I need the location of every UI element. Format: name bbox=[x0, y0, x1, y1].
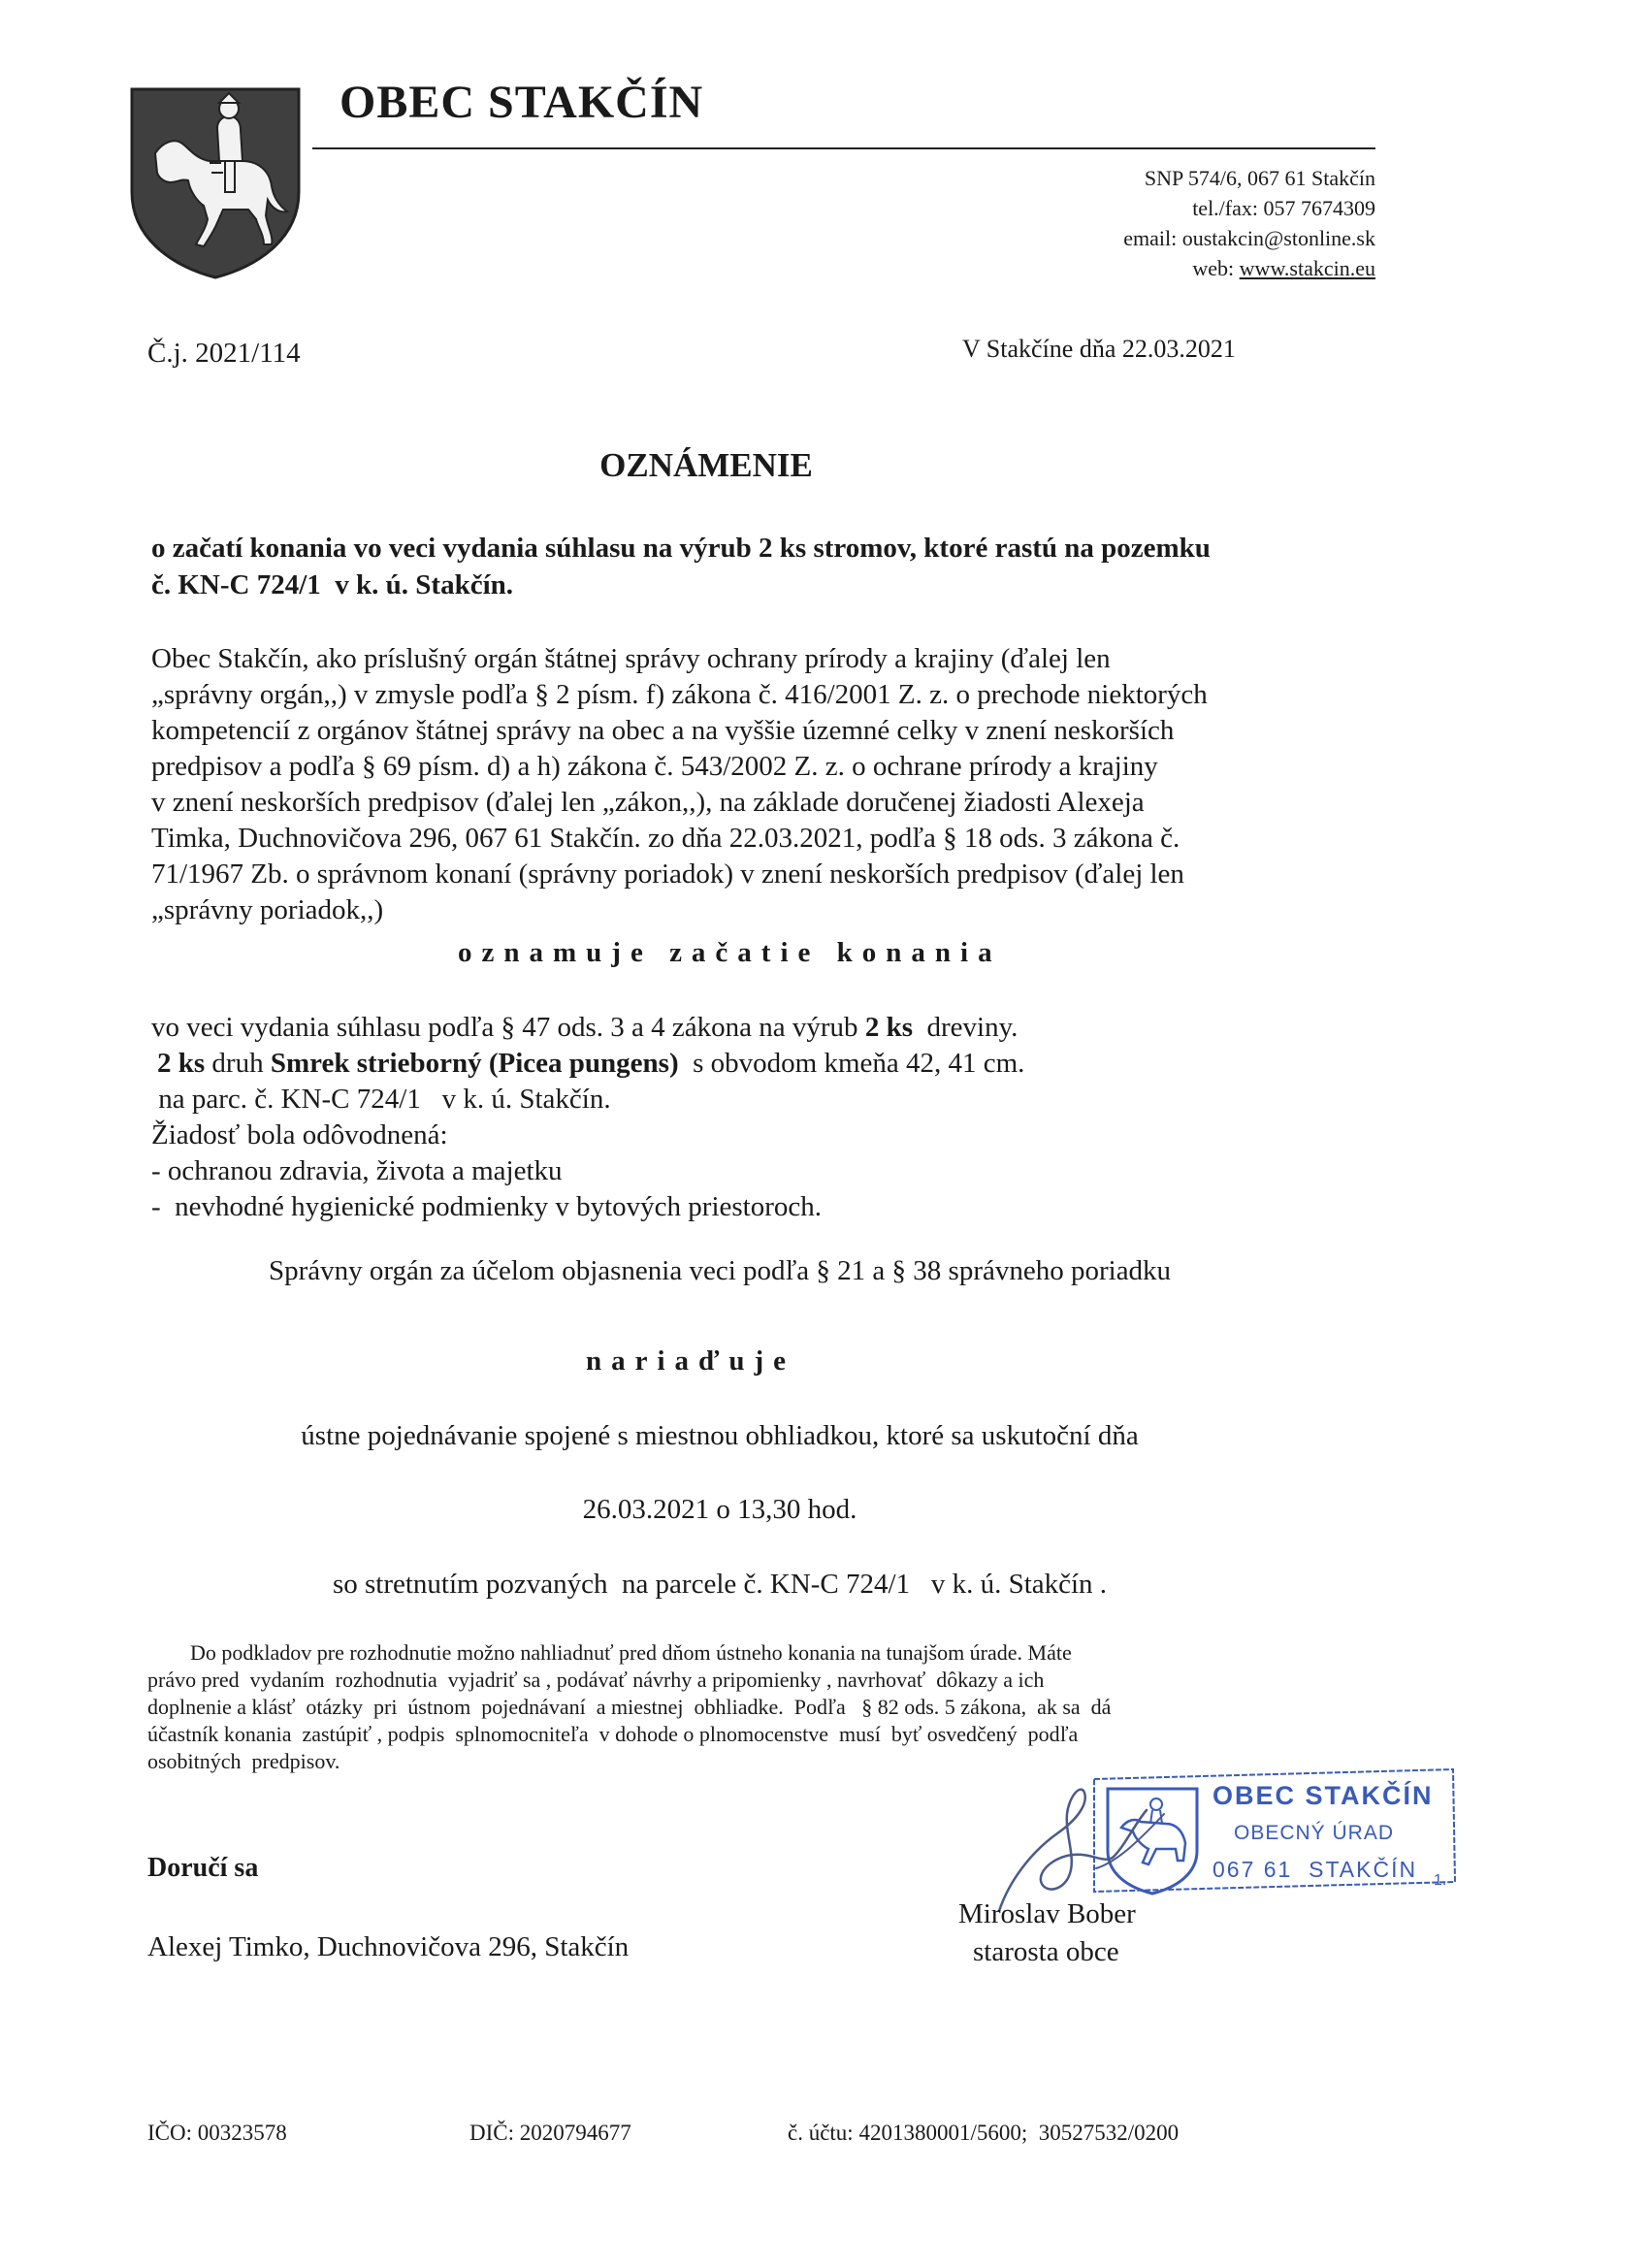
note-line: účastník konania zastúpiť , podpis splnomocniteľa v dohode o plnomocenstve musí byť osvedčený podľa bbox=[147, 1722, 1079, 1746]
orders-statement: nariaďuje bbox=[586, 1345, 795, 1377]
recipient: Alexej Timko, Duchnovičova 296, Stakčín bbox=[147, 1931, 630, 1962]
subject-line-2: č. KN-C 724/1 v k. ú. Stakčín. bbox=[151, 569, 514, 600]
purpose-line: Správny orgán za účelom objasnenia veci podľa § 21 a § 38 správneho poriadku bbox=[268, 1255, 1172, 1286]
announce-statement: oznamuje začatie konania bbox=[458, 937, 1002, 968]
intro-paragraph bbox=[151, 641, 1412, 928]
signatory-name: Miroslav Bober bbox=[958, 1898, 1136, 1929]
hearing-date: 26.03.2021 o 13,30 hod. bbox=[582, 1494, 857, 1525]
stamp-line-2: OBECNÝ ÚRAD bbox=[1234, 1822, 1395, 1844]
footer-ico: IČO: 00323578 bbox=[147, 2121, 287, 2145]
meeting-line: so stretnutím pozvaných na parcele č. KN-C 724/1 v k. ú. Stakčín . bbox=[332, 1569, 1108, 1600]
intro-line: 71/1967 Zb. o správnom konaní (správny poriadok) v znení neskorších predpisov (ďalej len bbox=[151, 859, 1184, 890]
web-line bbox=[1123, 253, 1375, 283]
web-link[interactable]: www.stakcin.eu bbox=[1239, 256, 1375, 280]
detail-text: s obvodom kmeňa 42, 41 cm. bbox=[678, 1048, 1025, 1079]
procedure-note bbox=[147, 1639, 1393, 1775]
intro-line: „správny poriadok,,) bbox=[151, 894, 384, 925]
coat-of-arms-icon bbox=[128, 85, 303, 279]
detail-line-2 bbox=[151, 1046, 1024, 1082]
intro-line: „správny orgán,,) v zmysle podľa § 2 písm. f) zákona č. 416/2001 Z. z. o prechode niektorých bbox=[151, 679, 1208, 710]
municipality-title: OBEC STAKČÍN bbox=[340, 77, 704, 128]
reference-number: Č.j. 2021/114 bbox=[147, 338, 301, 369]
stamp-line-1: OBEC STAKČÍN bbox=[1212, 1781, 1434, 1810]
footer-dic: DIČ: 2020794677 bbox=[469, 2121, 631, 2145]
detail-text: vo veci vydania súhlasu podľa § 47 ods. 3 a 4 zákona na výrub bbox=[151, 1012, 865, 1043]
header-rule bbox=[312, 147, 1375, 149]
intro-line: kompetencií z orgánov štátnej správy na obec a na vyššie územné celky v znení neskorších bbox=[151, 715, 1175, 746]
web-label: web: bbox=[1192, 256, 1240, 280]
stamp-number: 1. bbox=[1434, 1872, 1447, 1889]
tree-species: Smrek strieborný (Picea pungens) bbox=[270, 1048, 679, 1079]
note-line: právo pred vydaním rozhodnutia vyjadriť sa , podávať návrhy a pripomienky , navrhovať dôkazy a ich bbox=[147, 1668, 1045, 1692]
email: email: oustakcin@stonline.sk bbox=[1123, 226, 1375, 250]
subject bbox=[151, 530, 1393, 603]
intro-line: v znení neskorších predpisov (ďalej len „zákon,,), na základe doručenej žiadosti Alexeja bbox=[151, 787, 1145, 818]
intro-line: Obec Stakčín, ako príslušný orgán štátnej správy ochrany prírody a krajiny (ďalej len bbox=[151, 643, 1111, 674]
detail-line-6: - nevhodné hygienické podmienky v bytových priestoroch. bbox=[151, 1191, 823, 1222]
intro-line: Timka, Duchnovičova 296, 067 61 Stakčín. zo dňa 22.03.2021, podľa § 18 ods. 3 zákona č. bbox=[151, 823, 1180, 854]
deliver-label: Doručí sa bbox=[147, 1853, 259, 1883]
detail-text: dreviny. bbox=[912, 1012, 1018, 1043]
detail-line-3: na parc. č. KN-C 724/1 v k. ú. Stakčín. bbox=[151, 1084, 611, 1115]
detail-count: 2 ks bbox=[157, 1048, 206, 1079]
request-details bbox=[151, 1010, 1024, 1225]
contact-block bbox=[1123, 163, 1375, 283]
subject-line-1: o začatí konania vo veci vydania súhlasu na výrub 2 ks stromov, ktoré rastú na pozemku bbox=[151, 533, 1211, 564]
address: SNP 574/6, 067 61 Stakčín bbox=[1144, 166, 1375, 190]
detail-count: 2 ks bbox=[864, 1012, 913, 1043]
detail-text: druh bbox=[205, 1048, 271, 1079]
intro-line: predpisov a podľa § 69 písm. d) a h) zákona č. 543/2002 Z. z. o ochrane prírody a krajiny bbox=[151, 751, 1158, 782]
note-line: Do podkladov pre rozhodnutie možno nahliadnuť pred dňom ústneho konania na tunajšom úrade. Máte bbox=[190, 1640, 1072, 1665]
detail-line-5: - ochranou zdravia, života a majetku bbox=[151, 1155, 563, 1186]
phone: tel./fax: 057 7674309 bbox=[1192, 196, 1375, 220]
stamp-line-3: 067 61 STAKČÍN bbox=[1212, 1857, 1418, 1882]
note-line: osobitných predpisov. bbox=[147, 1749, 340, 1773]
detail-line-1 bbox=[151, 1010, 1024, 1046]
signatory-role: starosta obce bbox=[973, 1936, 1119, 1967]
note-line: doplnenie a klásť otázky pri ústnom pojednávaní a miestnej obhliadke. Podľa § 82 ods. 5 zákona, ak sa dá bbox=[147, 1695, 1112, 1719]
place-date: V Stakčíne dňa 22.03.2021 bbox=[962, 335, 1236, 363]
document-heading: OZNÁMENIE bbox=[599, 446, 813, 484]
detail-line-4: Žiadosť bola odôvodnená: bbox=[151, 1119, 448, 1150]
hearing-line: ústne pojednávanie spojené s miestnou obhliadkou, ktoré sa uskutoční dňa bbox=[301, 1420, 1139, 1451]
footer-account: č. účtu: 4201380001/5600; 30527532/0200 bbox=[788, 2121, 1180, 2145]
